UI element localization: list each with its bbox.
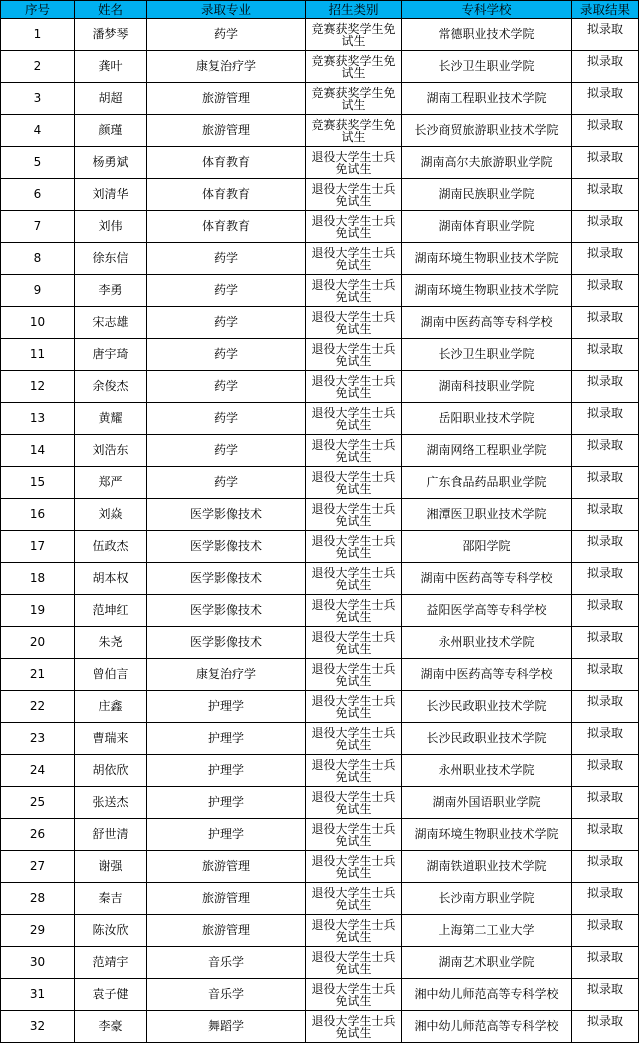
- cell-category: 退役大学生士兵免试生: [306, 947, 402, 979]
- cell-result: 拟录取: [572, 339, 639, 371]
- cell-result: 拟录取: [572, 179, 639, 211]
- header-index: 序号: [1, 1, 75, 19]
- cell-index: 23: [1, 723, 75, 755]
- cell-major: 药学: [147, 467, 306, 499]
- cell-index: 27: [1, 851, 75, 883]
- header-name: 姓名: [75, 1, 147, 19]
- cell-school: 湘中幼儿师范高等专科学校: [402, 979, 572, 1011]
- table-row: [1, 691, 639, 723]
- cell-category: 退役大学生士兵免试生: [306, 179, 402, 211]
- cell-index: 10: [1, 307, 75, 339]
- cell-major: 体育教育: [147, 211, 306, 243]
- cell-school: 湖南民族职业学院: [402, 179, 572, 211]
- cell-category: 退役大学生士兵免试生: [306, 659, 402, 691]
- table-row: [1, 947, 639, 979]
- cell-index: 18: [1, 563, 75, 595]
- table-row: [1, 275, 639, 307]
- table-row: [1, 723, 639, 755]
- cell-major: 旅游管理: [147, 883, 306, 915]
- cell-result: 拟录取: [572, 19, 639, 51]
- table-row: [1, 243, 639, 275]
- table-row: [1, 339, 639, 371]
- cell-name: 刘浩东: [75, 435, 147, 467]
- table-row: [1, 851, 639, 883]
- header-school: 专科学校: [402, 1, 572, 19]
- cell-school: 广东食品药品职业学院: [402, 467, 572, 499]
- cell-name: 唐宇琦: [75, 339, 147, 371]
- cell-index: 24: [1, 755, 75, 787]
- cell-school: 湖南环境生物职业技术学院: [402, 243, 572, 275]
- cell-index: 5: [1, 147, 75, 179]
- cell-school: 湘潭医卫职业技术学院: [402, 499, 572, 531]
- cell-category: 退役大学生士兵免试生: [306, 211, 402, 243]
- cell-result: 拟录取: [572, 627, 639, 659]
- cell-result: 拟录取: [572, 691, 639, 723]
- table-row: [1, 211, 639, 243]
- table-row: [1, 179, 639, 211]
- table-row: [1, 659, 639, 691]
- cell-name: 黄耀: [75, 403, 147, 435]
- cell-index: 4: [1, 115, 75, 147]
- table-row: [1, 147, 639, 179]
- cell-index: 21: [1, 659, 75, 691]
- cell-index: 15: [1, 467, 75, 499]
- cell-name: 胡超: [75, 83, 147, 115]
- cell-school: 上海第二工业大学: [402, 915, 572, 947]
- cell-major: 药学: [147, 19, 306, 51]
- cell-category: 退役大学生士兵免试生: [306, 627, 402, 659]
- cell-category: 退役大学生士兵免试生: [306, 275, 402, 307]
- cell-school: 邵阳学院: [402, 531, 572, 563]
- cell-index: 12: [1, 371, 75, 403]
- cell-name: 余俊杰: [75, 371, 147, 403]
- cell-school: 湖南艺术职业学院: [402, 947, 572, 979]
- cell-index: 22: [1, 691, 75, 723]
- table-row: [1, 595, 639, 627]
- cell-result: 拟录取: [572, 115, 639, 147]
- cell-major: 护理学: [147, 755, 306, 787]
- cell-school: 湖南外国语职业学院: [402, 787, 572, 819]
- cell-name: 杨勇斌: [75, 147, 147, 179]
- cell-school: 长沙卫生职业学院: [402, 339, 572, 371]
- cell-category: 退役大学生士兵免试生: [306, 1011, 402, 1043]
- cell-name: 刘伟: [75, 211, 147, 243]
- cell-index: 16: [1, 499, 75, 531]
- cell-name: 刘清华: [75, 179, 147, 211]
- cell-result: 拟录取: [572, 659, 639, 691]
- table-row: [1, 467, 639, 499]
- cell-school: 长沙卫生职业学院: [402, 51, 572, 83]
- cell-name: 郑严: [75, 467, 147, 499]
- cell-school: 湖南网络工程职业学院: [402, 435, 572, 467]
- cell-index: 7: [1, 211, 75, 243]
- cell-major: 护理学: [147, 787, 306, 819]
- cell-school: 永州职业技术学院: [402, 755, 572, 787]
- cell-result: 拟录取: [572, 915, 639, 947]
- cell-name: 刘焱: [75, 499, 147, 531]
- table-row: [1, 883, 639, 915]
- cell-school: 永州职业技术学院: [402, 627, 572, 659]
- cell-name: 颜瑾: [75, 115, 147, 147]
- cell-school: 湖南中医药高等专科学校: [402, 307, 572, 339]
- cell-name: 庄鑫: [75, 691, 147, 723]
- cell-result: 拟录取: [572, 883, 639, 915]
- table-row: [1, 531, 639, 563]
- table-row: [1, 755, 639, 787]
- cell-major: 护理学: [147, 723, 306, 755]
- table-row: [1, 83, 639, 115]
- cell-name: 陈汝欣: [75, 915, 147, 947]
- cell-index: 3: [1, 83, 75, 115]
- cell-category: 退役大学生士兵免试生: [306, 147, 402, 179]
- cell-school: 长沙民政职业技术学院: [402, 723, 572, 755]
- cell-category: 退役大学生士兵免试生: [306, 531, 402, 563]
- cell-name: 李勇: [75, 275, 147, 307]
- cell-name: 曹瑞来: [75, 723, 147, 755]
- cell-school: 岳阳职业技术学院: [402, 403, 572, 435]
- table-row: [1, 1011, 639, 1043]
- cell-category: 竞赛获奖学生免试生: [306, 19, 402, 51]
- cell-name: 范坤红: [75, 595, 147, 627]
- cell-category: 退役大学生士兵免试生: [306, 723, 402, 755]
- cell-category: 竞赛获奖学生免试生: [306, 51, 402, 83]
- cell-category: 退役大学生士兵免试生: [306, 755, 402, 787]
- cell-major: 药学: [147, 307, 306, 339]
- cell-index: 25: [1, 787, 75, 819]
- table-row: [1, 499, 639, 531]
- cell-result: 拟录取: [572, 979, 639, 1011]
- cell-major: 舞蹈学: [147, 1011, 306, 1043]
- cell-major: 药学: [147, 371, 306, 403]
- cell-major: 医学影像技术: [147, 563, 306, 595]
- cell-school: 益阳医学高等专科学校: [402, 595, 572, 627]
- cell-category: 退役大学生士兵免试生: [306, 915, 402, 947]
- cell-school: 湘中幼儿师范高等专科学校: [402, 1011, 572, 1043]
- cell-result: 拟录取: [572, 851, 639, 883]
- cell-major: 医学影像技术: [147, 627, 306, 659]
- cell-major: 旅游管理: [147, 851, 306, 883]
- cell-major: 药学: [147, 275, 306, 307]
- header-major: 录取专业: [147, 1, 306, 19]
- cell-result: 拟录取: [572, 435, 639, 467]
- cell-index: 29: [1, 915, 75, 947]
- cell-result: 拟录取: [572, 147, 639, 179]
- cell-index: 31: [1, 979, 75, 1011]
- cell-category: 退役大学生士兵免试生: [306, 819, 402, 851]
- table-row: [1, 435, 639, 467]
- cell-name: 胡依欣: [75, 755, 147, 787]
- cell-major: 体育教育: [147, 147, 306, 179]
- cell-name: 张送杰: [75, 787, 147, 819]
- cell-name: 潘梦琴: [75, 19, 147, 51]
- cell-school: 常德职业技术学院: [402, 19, 572, 51]
- cell-name: 伍政杰: [75, 531, 147, 563]
- cell-category: 退役大学生士兵免试生: [306, 403, 402, 435]
- cell-name: 李豪: [75, 1011, 147, 1043]
- table-row: [1, 979, 639, 1011]
- cell-name: 宋志雄: [75, 307, 147, 339]
- cell-major: 医学影像技术: [147, 595, 306, 627]
- cell-school: 湖南工程职业技术学院: [402, 83, 572, 115]
- cell-category: 退役大学生士兵免试生: [306, 595, 402, 627]
- cell-result: 拟录取: [572, 51, 639, 83]
- cell-major: 音乐学: [147, 979, 306, 1011]
- header-result: 录取结果: [572, 1, 639, 19]
- cell-major: 旅游管理: [147, 915, 306, 947]
- cell-school: 湖南环境生物职业技术学院: [402, 275, 572, 307]
- cell-name: 徐东信: [75, 243, 147, 275]
- cell-result: 拟录取: [572, 563, 639, 595]
- cell-result: 拟录取: [572, 371, 639, 403]
- cell-index: 14: [1, 435, 75, 467]
- cell-name: 范靖宇: [75, 947, 147, 979]
- cell-major: 护理学: [147, 691, 306, 723]
- cell-index: 17: [1, 531, 75, 563]
- cell-major: 药学: [147, 339, 306, 371]
- cell-index: 6: [1, 179, 75, 211]
- cell-result: 拟录取: [572, 819, 639, 851]
- cell-result: 拟录取: [572, 787, 639, 819]
- cell-major: 医学影像技术: [147, 499, 306, 531]
- cell-major: 康复治疗学: [147, 659, 306, 691]
- cell-index: 9: [1, 275, 75, 307]
- cell-index: 26: [1, 819, 75, 851]
- cell-index: 32: [1, 1011, 75, 1043]
- cell-index: 28: [1, 883, 75, 915]
- cell-result: 拟录取: [572, 467, 639, 499]
- cell-category: 退役大学生士兵免试生: [306, 691, 402, 723]
- cell-school: 湖南环境生物职业技术学院: [402, 819, 572, 851]
- table-row: [1, 371, 639, 403]
- cell-school: 长沙商贸旅游职业技术学院: [402, 115, 572, 147]
- cell-major: 药学: [147, 403, 306, 435]
- cell-major: 旅游管理: [147, 83, 306, 115]
- table-row: [1, 51, 639, 83]
- cell-school: 湖南铁道职业技术学院: [402, 851, 572, 883]
- cell-name: 谢强: [75, 851, 147, 883]
- cell-index: 2: [1, 51, 75, 83]
- table-row: [1, 787, 639, 819]
- cell-result: 拟录取: [572, 499, 639, 531]
- cell-category: 退役大学生士兵免试生: [306, 787, 402, 819]
- cell-category: 退役大学生士兵免试生: [306, 883, 402, 915]
- cell-school: 湖南科技职业学院: [402, 371, 572, 403]
- table-row: [1, 115, 639, 147]
- cell-result: 拟录取: [572, 723, 639, 755]
- cell-index: 20: [1, 627, 75, 659]
- cell-name: 朱尧: [75, 627, 147, 659]
- table-row: [1, 819, 639, 851]
- cell-result: 拟录取: [572, 595, 639, 627]
- cell-name: 舒世清: [75, 819, 147, 851]
- cell-name: 秦吉: [75, 883, 147, 915]
- cell-major: 药学: [147, 435, 306, 467]
- table-row: [1, 627, 639, 659]
- table-row: [1, 403, 639, 435]
- cell-index: 19: [1, 595, 75, 627]
- cell-result: 拟录取: [572, 1011, 639, 1043]
- table-row: [1, 563, 639, 595]
- cell-category: 退役大学生士兵免试生: [306, 435, 402, 467]
- header-row: [1, 1, 639, 19]
- header-category: 招生类别: [306, 1, 402, 19]
- cell-name: 胡本权: [75, 563, 147, 595]
- cell-school: 湖南中医药高等专科学校: [402, 563, 572, 595]
- cell-school: 长沙南方职业学院: [402, 883, 572, 915]
- table-row: [1, 915, 639, 947]
- cell-result: 拟录取: [572, 403, 639, 435]
- cell-result: 拟录取: [572, 755, 639, 787]
- cell-category: 退役大学生士兵免试生: [306, 307, 402, 339]
- cell-category: 退役大学生士兵免试生: [306, 371, 402, 403]
- cell-index: 1: [1, 19, 75, 51]
- cell-result: 拟录取: [572, 307, 639, 339]
- cell-index: 30: [1, 947, 75, 979]
- cell-result: 拟录取: [572, 211, 639, 243]
- cell-major: 音乐学: [147, 947, 306, 979]
- cell-major: 康复治疗学: [147, 51, 306, 83]
- cell-index: 13: [1, 403, 75, 435]
- cell-result: 拟录取: [572, 947, 639, 979]
- cell-category: 退役大学生士兵免试生: [306, 979, 402, 1011]
- table-row: [1, 19, 639, 51]
- cell-category: 退役大学生士兵免试生: [306, 563, 402, 595]
- cell-category: 退役大学生士兵免试生: [306, 243, 402, 275]
- cell-category: 退役大学生士兵免试生: [306, 467, 402, 499]
- cell-name: 袁子健: [75, 979, 147, 1011]
- cell-school: 湖南体育职业学院: [402, 211, 572, 243]
- cell-major: 护理学: [147, 819, 306, 851]
- cell-result: 拟录取: [572, 531, 639, 563]
- table-row: [1, 307, 639, 339]
- cell-major: 旅游管理: [147, 115, 306, 147]
- cell-category: 退役大学生士兵免试生: [306, 339, 402, 371]
- cell-result: 拟录取: [572, 83, 639, 115]
- cell-major: 药学: [147, 243, 306, 275]
- cell-name: 曾伯言: [75, 659, 147, 691]
- cell-category: 退役大学生士兵免试生: [306, 851, 402, 883]
- cell-school: 湖南高尔夫旅游职业学院: [402, 147, 572, 179]
- cell-index: 8: [1, 243, 75, 275]
- cell-category: 竞赛获奖学生免试生: [306, 115, 402, 147]
- cell-category: 竞赛获奖学生免试生: [306, 83, 402, 115]
- cell-major: 体育教育: [147, 179, 306, 211]
- cell-index: 11: [1, 339, 75, 371]
- cell-result: 拟录取: [572, 243, 639, 275]
- cell-name: 龚叶: [75, 51, 147, 83]
- cell-school: 湖南中医药高等专科学校: [402, 659, 572, 691]
- cell-category: 退役大学生士兵免试生: [306, 499, 402, 531]
- cell-result: 拟录取: [572, 275, 639, 307]
- cell-major: 医学影像技术: [147, 531, 306, 563]
- cell-school: 长沙民政职业技术学院: [402, 691, 572, 723]
